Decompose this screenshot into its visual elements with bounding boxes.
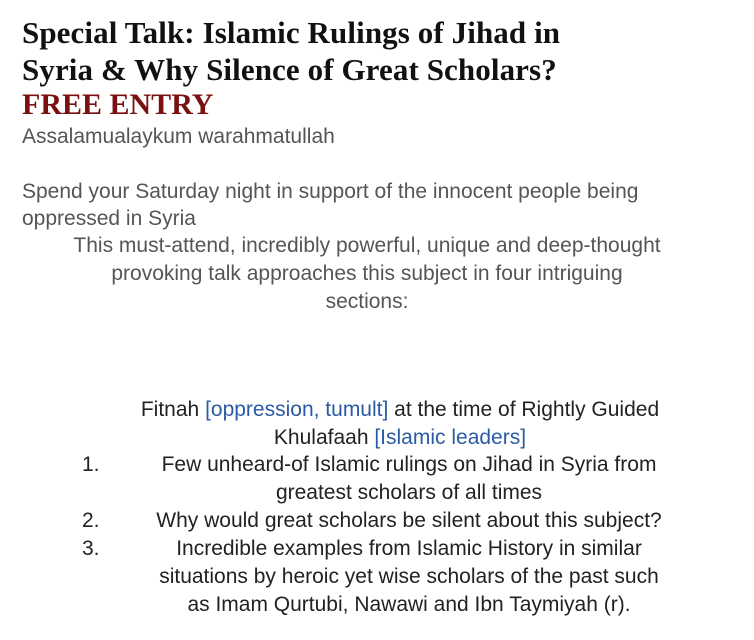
list-item-text (116, 507, 702, 535)
list-item-line: Few unheard-of Islamic rulings on Jihad in Syria from (161, 453, 657, 476)
article (22, 14, 722, 316)
khulafaah-text: Khulafaah (273, 426, 375, 449)
rightly-guided-text: at the time of Rightly Guided (388, 398, 660, 421)
intro-paragraph: Spend your Saturday night in support of the innocent people being oppressed in Syria (22, 180, 639, 230)
fitnah-text: Fitnah (140, 398, 206, 421)
list-item-number: 2. (82, 509, 100, 532)
list-item-line: situations by heroic yet wise scholars of the past such (159, 565, 659, 588)
oppression-gloss: [oppression, tumult] (205, 398, 389, 421)
description-line-3: sections: (325, 290, 409, 313)
description-paragraph (22, 232, 712, 316)
list-item-number: 1. (82, 453, 100, 476)
sections-list (82, 451, 702, 619)
title-line-2: Syria & Why Silence of Great Scholars? (22, 52, 557, 87)
list-item-text (116, 451, 702, 507)
list-item-line: Why would great scholars be silent about this subject? (156, 509, 662, 532)
list-item-line: greatest scholars of all times (275, 481, 543, 504)
page-title (22, 14, 722, 88)
list-item-number: 3. (82, 537, 100, 560)
description-line-2: provoking talk approaches this subject in four intriguing (111, 262, 623, 285)
list-item (82, 507, 702, 535)
list-item-text (116, 535, 702, 619)
greeting-text: Assalamualaykum warahmatullah (22, 125, 335, 148)
list-item (82, 451, 702, 507)
free-entry-label: FREE ENTRY (22, 88, 214, 121)
list-item (82, 535, 702, 619)
title-line-1: Special Talk: Islamic Rulings of Jihad in (22, 15, 561, 50)
fitnah-section (100, 396, 700, 452)
fitnah-item (100, 396, 700, 452)
islamic-leaders-gloss: [Islamic leaders] (374, 426, 527, 449)
list-item-line: as Imam Qurtubi, Nawawi and Ibn Taymiyah (r). (187, 593, 631, 616)
description-line-1: This must-attend, incredibly powerful, unique and deep-thought (73, 234, 661, 257)
list-item-line: Incredible examples from Islamic History in similar (176, 537, 642, 560)
